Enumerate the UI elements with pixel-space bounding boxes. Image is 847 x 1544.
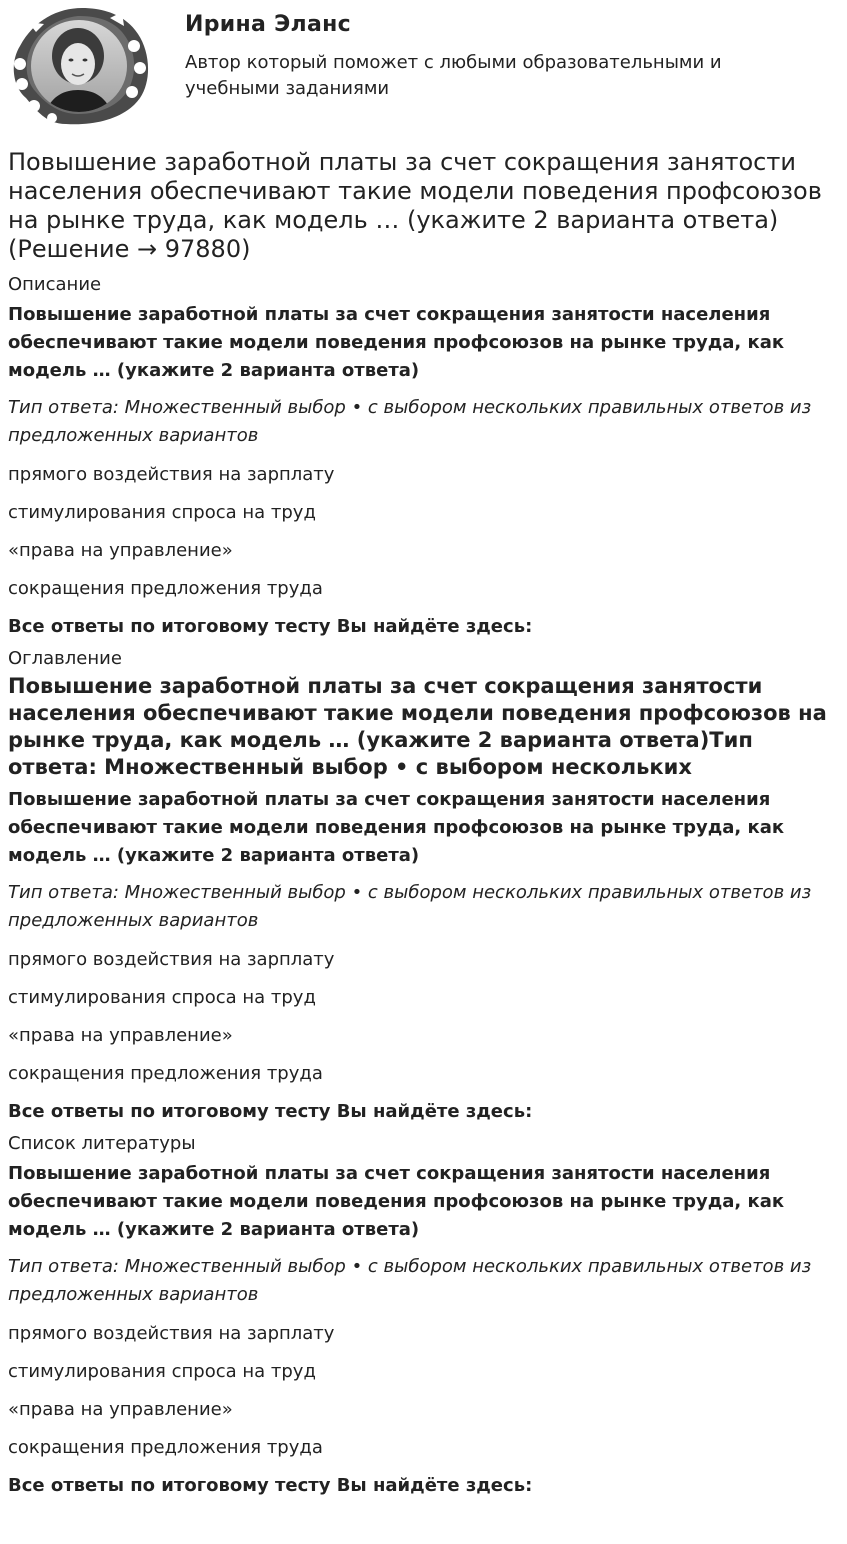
toc-option: стимулирования спроса на труд xyxy=(8,987,316,1008)
author-photo-icon xyxy=(6,6,152,128)
author-bio: Автор который поможет с любыми образовательными и учебными заданиями xyxy=(185,52,722,99)
toc-option: «права на управление» xyxy=(8,1025,233,1046)
description-option: стимулирования спроса на труд xyxy=(8,502,316,523)
bibliography-option: «права на управление» xyxy=(8,1399,233,1420)
author-name[interactable]: Ирина Эланс xyxy=(185,12,351,37)
description-all-answers: Все ответы по итоговому тесту Вы найдёте здесь: xyxy=(8,616,533,637)
toc-option: прямого воздействия на зарплату xyxy=(8,949,335,970)
description-answer-type: Тип ответа: Множественный выбор • с выбором нескольких правильных ответов из предложенных вариантов xyxy=(8,397,812,446)
toc-option: сокращения предложения труда xyxy=(8,1063,323,1084)
description-question: Повышение заработной платы за счет сокращения занятости населения обеспечивают такие модели поведения профсоюзов на рынке труда, как модель … (укажите 2 варианта ответа) xyxy=(8,304,785,381)
description-option: «права на управление» xyxy=(8,540,233,561)
bibliography-option: сокращения предложения труда xyxy=(8,1437,323,1458)
main-content xyxy=(8,148,838,1497)
toc-question: Повышение заработной платы за счет сокращения занятости населения обеспечивают такие модели поведения профсоюзов на рынке труда, как модель … (укажите 2 варианта ответа) xyxy=(8,789,785,866)
bibliography-question: Повышение заработной платы за счет сокращения занятости населения обеспечивают такие модели поведения профсоюзов на рынке труда, как модель … (укажите 2 варианта ответа) xyxy=(8,1163,785,1240)
description-option: сокращения предложения труда xyxy=(8,578,323,599)
author-avatar[interactable] xyxy=(6,6,152,128)
bibliography-option: прямого воздействия на зарплату xyxy=(8,1323,335,1344)
page-title: Повышение заработной платы за счет сокращения занятости населения обеспечивают такие модели поведения профсоюзов на рынке труда, как модель … (укажите 2 варианта ответа) (Решение → 97880) xyxy=(8,148,822,263)
bibliography-all-answers: Все ответы по итоговому тесту Вы найдёте здесь: xyxy=(8,1475,533,1496)
bibliography-answer-type: Тип ответа: Множественный выбор • с выбором нескольких правильных ответов из предложенных вариантов xyxy=(8,1256,812,1305)
description-option: прямого воздействия на зарплату xyxy=(8,464,335,485)
author-header xyxy=(0,0,847,135)
bibliography-label: Список литературы xyxy=(8,1133,196,1154)
bibliography-option: стимулирования спроса на труд xyxy=(8,1361,316,1382)
toc-label: Оглавление xyxy=(8,648,122,669)
toc-all-answers: Все ответы по итоговому тесту Вы найдёте здесь: xyxy=(8,1101,533,1122)
toc-heading: Повышение заработной платы за счет сокращения занятости населения обеспечивают такие модели поведения профсоюзов на рынке труда, как модель … (укажите 2 варианта ответа)Тип ответа: Множественный выбор • с выбором нескольких xyxy=(8,674,827,779)
description-label: Описание xyxy=(8,274,102,295)
toc-answer-type: Тип ответа: Множественный выбор • с выбором нескольких правильных ответов из предложенных вариантов xyxy=(8,882,812,931)
